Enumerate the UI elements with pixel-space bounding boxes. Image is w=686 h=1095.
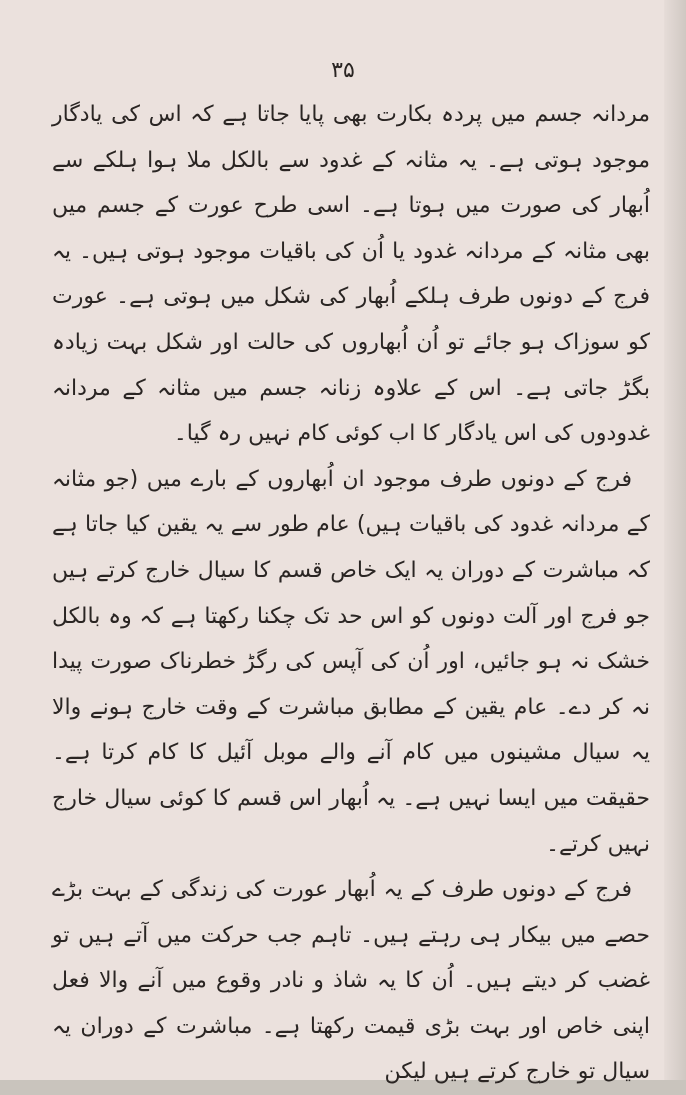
paragraph: فرج کے دونوں طرف موجود ان اُبھاروں کے بارے میں (جو مثانہ کے مردانہ غدود کی باقیات ہیں) عام طور سے یہ یقین کیا جاتا ہے کہ مباشرت کے دوران یہ ایک خاص قسم کا سیال خارج کرتے ہیں جو فرج اور آلت دونوں کو اس حد تک چکنا رکھتا ہے کہ وہ بالکل خشک نہ ہو جائیں، اور اُن کی آپس کی رگڑ خطرناک صورت پیدا نہ کر دے۔ عام یقین کے مطابق مباشرت کے وقت خارج ہونے والا یہ سیال مشینوں میں کام آنے والے موبل آئیل کا کام کرتا ہے۔ حقیقت میں ایسا نہیں ہے۔ یہ اُبھار اس قسم کا کوئی سیال خارج نہیں کرتے۔ xyxy=(52,466,650,857)
paragraph: فرج کے دونوں طرف کے یہ اُبھار عورت کی زندگی کے بہت بڑے حصے میں بیکار ہی رہتے ہیں۔ تاہم جب حرکت میں آتے ہیں تو غضب کر دیتے ہیں۔ اُن کا یہ شاذ و نادر وقوع میں آنے والا فعل اپنی خاص اور بہت بڑی قیمت رکھتا ہے۔ مباشرت کے دوران یہ سیال تو خارج کرتے ہیں لیکن xyxy=(52,877,650,1085)
paragraph: مردانہ جسم میں پردہ بکارت بھی پایا جاتا ہے کہ اس کی یادگار موجود ہوتی ہے۔ یہ مثانہ کے غدود سے بالکل ملا ہوا ہلکے سے اُبھار کی صورت میں ہوتا ہے۔ اسی طرح عورت کے جسم میں بھی مثانہ کے مردانہ غدود یا اُن کی باقیات موجود ہوتی ہیں۔ یہ فرج کے دونوں طرف ہلکے اُبھار کی شکل میں ہوتی ہے۔ عورت کو سوزاک ہو جائے تو اُن اُبھاروں کی حالت اور شکل بہت زیادہ بگڑ جاتی ہے۔ اس کے علاوہ زنانہ جسم میں مثانہ کے مردانہ غدودوں کی اس یادگار کا اب کوئی کام نہیں رہ گیا۔ xyxy=(52,102,650,447)
page-edge-shadow xyxy=(664,0,686,1080)
page-number: ۳۵ xyxy=(331,58,355,83)
page-body-text xyxy=(52,92,650,1095)
